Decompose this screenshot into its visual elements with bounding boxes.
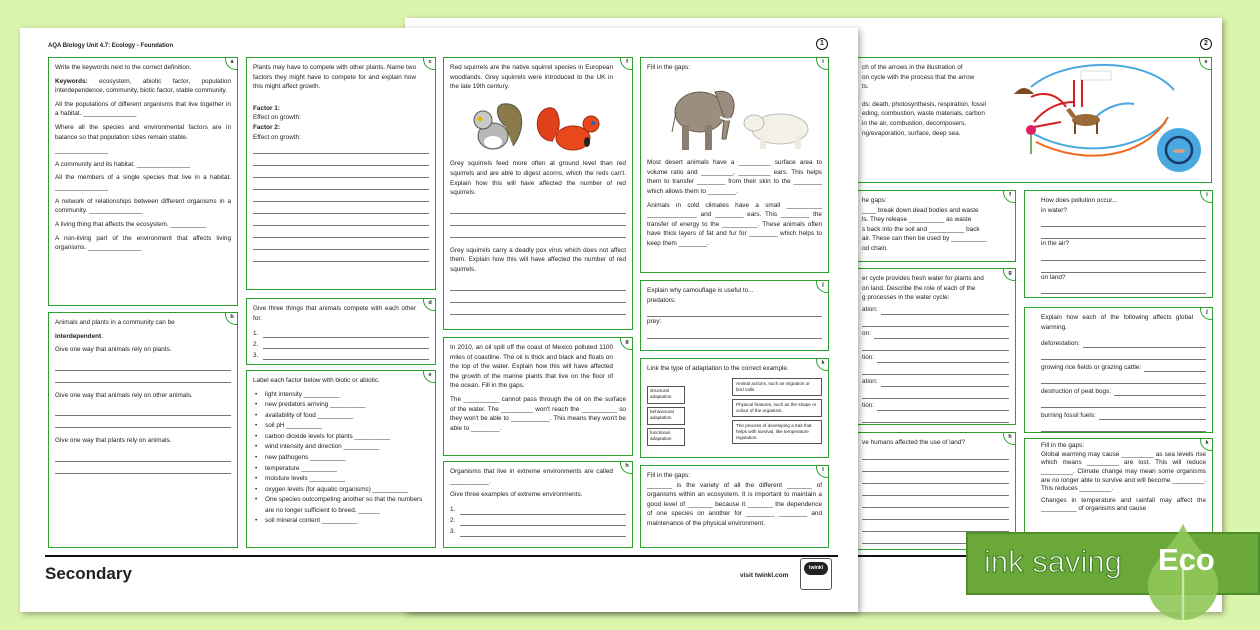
answer-number: 3. <box>450 528 456 536</box>
elephant-icon <box>672 91 734 150</box>
answer-line[interactable] <box>55 416 231 428</box>
question-box-e <box>845 57 1212 183</box>
question-letter-tab: e <box>423 370 436 383</box>
question-text: Red squirrels are the native squirrel species in European woodlands. Grey squirrels were introduced to the UK in the late 19th century. <box>450 64 613 91</box>
eco-label: Eco <box>1158 542 1215 577</box>
answer-line[interactable] <box>460 518 626 526</box>
question-text: In 2010, an oil spill off the coast of Mexico polluted 1100 miles of coastline. The oil is thick and black and floats on the top of the water. Explain how this will have affected the growth of the marine plants that live on the floor of the ocean. Fill in the gaps. <box>450 344 613 390</box>
question-text: _______ is the variety of all the different _______ of organisms within an ecosystem. It is important to maintain a good level of _______ because it _______ the dependence of one species on another for ________ ________ and maintenance of the physical environment. <box>647 481 822 528</box>
field-label: Factor 1: <box>253 104 280 112</box>
answer-line[interactable] <box>874 331 1009 339</box>
answer-label: deforestation: <box>1041 339 1080 347</box>
ink-saving-label: ink saving <box>984 544 1122 579</box>
answer-label: ation: <box>862 306 878 314</box>
answer-line[interactable] <box>55 450 231 462</box>
answer-line[interactable] <box>253 166 429 178</box>
question-letter-tab: g <box>1003 268 1016 281</box>
answer-line[interactable] <box>1041 215 1206 227</box>
question-text: Animals in cold climates have a small __________ ______________ and ________ ears. This ________ the transfer of energy to the __________. These animals often have thick layers of fat and fur for ________ which helps to keep them ________. <box>647 201 822 248</box>
answer-number: 1. <box>253 329 259 337</box>
answer-line[interactable] <box>263 352 429 360</box>
question-text: ch of the arrows in the illustration of <box>862 64 963 71</box>
question-text: Most desert animals have a _________ surface area to volume ratio and _________, _________ ears. This helps them to transfer ________ from their skin to the ________ which allows them to ________. <box>647 159 822 196</box>
adaptation-example-card[interactable]: Animal actions, such as migration or bird calls. <box>732 378 822 396</box>
answer-line[interactable] <box>460 529 626 537</box>
carbon-cycle-diagram <box>1014 65 1201 172</box>
question-box-d <box>246 298 436 365</box>
logo-text: twinkl <box>804 562 828 575</box>
question-box-c <box>246 57 436 290</box>
question-text: Give three things that animals compete with each other for. <box>253 305 416 322</box>
question-letter-tab: h <box>620 461 633 474</box>
labelled-answer[interactable] <box>1041 360 1206 372</box>
worksheet-page-1 <box>20 28 858 612</box>
answer-line[interactable] <box>1099 412 1206 420</box>
spacer <box>253 96 429 104</box>
factor-item[interactable]: • new predators arriving __________ <box>253 400 429 411</box>
question-letter-tab: d <box>423 298 436 311</box>
answer-line[interactable] <box>862 472 1009 484</box>
question-box-f <box>845 190 1016 262</box>
answer-number: 1. <box>450 506 456 514</box>
question-letter-tab: c <box>423 57 436 70</box>
question-box-l <box>640 465 829 548</box>
twinkl-logo <box>800 558 832 590</box>
question-text: Where all the species and environmental factors are in balance so that population sizes remain stable. <box>55 124 231 141</box>
answer-line[interactable] <box>862 460 1009 472</box>
question-letter-tab: h <box>1003 432 1016 445</box>
question-text: od chain. <box>862 245 888 253</box>
answer-line[interactable] <box>1083 340 1206 348</box>
numbered-answer-row[interactable] <box>253 349 429 360</box>
answer-line[interactable] <box>253 178 429 190</box>
labelled-answer[interactable] <box>1041 336 1206 348</box>
question-letter-tab: j <box>816 280 829 293</box>
question-text: prey: <box>647 318 662 326</box>
answer-line[interactable] <box>1041 348 1206 360</box>
question-text: All the members of a single species that live in a habitat. _______________ <box>55 174 231 192</box>
question-letter-tab: i <box>1200 190 1213 203</box>
answer-label: tion: <box>862 354 875 362</box>
question-text: Write the keywords next to the correct definition. <box>55 64 192 71</box>
question-text: Explain why camouflage is useful to... <box>647 287 754 294</box>
dead-matter-icon <box>1014 88 1034 94</box>
question-text: Give three examples of extreme environments. <box>450 491 583 499</box>
question-letter-tab: g <box>620 337 633 350</box>
question-text: in the air? <box>1041 240 1070 248</box>
question-text: A non-living part of the environment that affects living organisms. _______________ <box>55 234 231 252</box>
labelled-answer[interactable] <box>862 351 1009 363</box>
labelled-answer[interactable] <box>862 375 1009 387</box>
question-letter-tab: k <box>816 358 829 371</box>
answer-line[interactable] <box>1114 388 1206 396</box>
question-text: on cycle with the process that the arrow <box>862 73 975 81</box>
question-text: s back into the soil and __________ back <box>862 225 980 233</box>
question-text: air. These can then be used by __________ <box>862 235 987 243</box>
answer-line[interactable] <box>862 520 1009 532</box>
question-letter-tab: f <box>620 57 633 70</box>
question-box-i <box>1024 190 1213 298</box>
adaptation-type-card[interactable]: behavioural adaptation <box>647 407 685 425</box>
question-text: All the populations of different organisms that live together in a habitat. _______________ <box>55 100 231 118</box>
question-text-rest: ecosystem, abiotic factor, population interdependence, community, biotic factor, stable community. <box>55 77 231 95</box>
question-text: Grey squirrels feed more often at ground level than red squirrels and are able to digest acorns, which the reds can't. Explain how this will have affected the number of red squirrels. <box>450 160 626 197</box>
answer-line[interactable] <box>450 303 626 315</box>
bold-term: Keywords: <box>55 77 88 85</box>
question-text: Give one way that animals rely on plants. <box>55 346 172 354</box>
question-text: Effect on growth: <box>253 133 301 141</box>
question-text: Give one way that plants rely on animals. <box>55 437 172 445</box>
answer-label: on: <box>862 330 871 338</box>
question-text: ts. <box>862 83 869 91</box>
answer-line[interactable] <box>263 330 429 338</box>
answer-line[interactable] <box>1041 294 1206 298</box>
numbered-answers <box>253 327 429 360</box>
answer-line[interactable] <box>1041 420 1206 432</box>
question-text: ____ break down dead bodies and waste <box>862 206 979 214</box>
labelled-answer[interactable] <box>1041 408 1206 420</box>
numbered-answer-row[interactable] <box>450 504 626 515</box>
factor-item[interactable]: • light intensity __________ <box>253 390 429 401</box>
spacer <box>450 238 626 246</box>
question-letter-tab: j <box>1200 307 1213 320</box>
adaptation-example-card[interactable]: The process of developing a trait that helps with survival, like temperature regulation. <box>732 420 822 444</box>
factor-item[interactable]: • availability of food __________ <box>253 411 429 422</box>
page-number: 1 <box>816 38 828 50</box>
answer-line[interactable] <box>55 404 231 416</box>
answer-line[interactable] <box>253 226 429 238</box>
question-text: A network of relationships between different organisms in a community. _______________ <box>55 197 231 215</box>
question-text <box>55 77 231 96</box>
answer-line[interactable] <box>862 387 1009 399</box>
question-text: Give one way that animals rely on other animals. <box>55 391 193 399</box>
question-box-h <box>443 461 633 548</box>
question-box-e <box>246 370 436 548</box>
question-box-j <box>640 280 829 351</box>
answer-line[interactable] <box>450 226 626 238</box>
bold-term: interdependent <box>55 332 102 340</box>
numbered-answer-row[interactable] <box>253 338 429 349</box>
numbered-answer-row[interactable] <box>450 526 626 537</box>
factor-item[interactable]: • oxygen levels (for aquatic organisms) __________ <box>253 485 429 496</box>
factor-item[interactable]: • soil mineral content __________ <box>253 516 429 527</box>
answer-line[interactable] <box>55 371 231 383</box>
worksheet-title: AQA Biology Unit 4.7: Ecology - Foundation <box>48 43 174 49</box>
polar-bear-icon <box>744 114 808 149</box>
answer-line[interactable] <box>877 403 1009 411</box>
question-text: A living thing that affects the ecosystem. __________ <box>55 220 206 228</box>
question-text: er cycle provides fresh water for plants and <box>862 275 984 282</box>
spacer <box>55 428 231 436</box>
answer-line[interactable] <box>1041 372 1206 384</box>
question-text: Effect on growth: <box>253 114 301 122</box>
answer-number: 2. <box>253 340 259 348</box>
red-squirrel-icon <box>537 108 599 150</box>
answer-line[interactable] <box>460 507 626 515</box>
question-text: Fill in the gaps: <box>647 64 690 71</box>
field-label: Factor 2: <box>253 124 280 132</box>
question-text: Fill in the gaps: <box>1041 442 1084 449</box>
answer-line[interactable] <box>862 496 1009 508</box>
question-box-f <box>443 57 633 330</box>
question-text: How does pollution occur... <box>1041 197 1118 204</box>
answer-line[interactable] <box>55 359 231 371</box>
ocean-icon <box>1157 128 1201 172</box>
question-text: The __________ cannot pass through the oil on the surface of the water. The _________ won't reach the __________ so they won't be able to ___________. This means they won't be able to ________. <box>450 396 626 432</box>
answer-line[interactable] <box>862 339 1009 351</box>
answer-label: ation: <box>862 378 878 386</box>
answer-line[interactable] <box>263 341 429 349</box>
page-number: 2 <box>1200 38 1212 50</box>
numbered-answer-row[interactable] <box>253 327 429 338</box>
matching-exercise <box>647 378 822 446</box>
answer-line[interactable] <box>862 363 1009 375</box>
answer-line[interactable] <box>862 484 1009 496</box>
secondary-label: Secondary <box>45 564 132 583</box>
adaptation-examples <box>732 378 822 446</box>
factor-item[interactable]: • soil pH __________ <box>253 421 429 432</box>
question-text: Plants may have to compete with other plants. Name two factors they might have to compete for and explain how this might affect growth. <box>253 64 416 91</box>
question-text: A community and its habitat. _______________ <box>55 160 191 168</box>
question-text: predators: <box>647 296 676 304</box>
divider <box>45 555 838 557</box>
question-letter-tab: e <box>1199 57 1212 70</box>
website-link[interactable]: visit twinkl.com <box>740 572 789 579</box>
question-text: g processes in the water cycle: <box>862 294 950 302</box>
question-text: Global warming may cause _________ as sea levels rise which means _________ are lost. This will reduce _________. Climate change may mean some organisms are no longer able to survive and will become _________. This reduces _________. <box>1041 450 1206 493</box>
answer-line[interactable] <box>862 448 1009 460</box>
question-box-j <box>1024 307 1213 433</box>
answer-line[interactable] <box>253 202 429 214</box>
question-box-g <box>845 268 1016 425</box>
answer-line[interactable] <box>450 214 626 226</box>
factor-item[interactable]: • temperature __________ <box>253 464 429 475</box>
numbered-answer-row[interactable] <box>450 515 626 526</box>
question-text: ng/evaporation, surface, deep sea. <box>862 129 961 137</box>
answer-label: destruction of peat bogs: <box>1041 387 1111 395</box>
factor-item[interactable]: • carbon dioxide levels for plants __________ <box>253 432 429 443</box>
answer-line[interactable] <box>253 142 429 154</box>
factor-list <box>253 390 429 527</box>
answer-line[interactable] <box>253 190 429 202</box>
elephant-and-polar-bear-illustration <box>647 77 822 159</box>
spacer <box>55 383 231 391</box>
squirrels-illustration <box>450 96 626 160</box>
answer-label: growing rice fields or grazing cattle: <box>1041 363 1142 371</box>
answer-line[interactable] <box>862 411 1009 423</box>
answer-line[interactable] <box>450 279 626 291</box>
labelled-answer[interactable] <box>862 327 1009 339</box>
answer-line[interactable] <box>253 214 429 226</box>
factor-item[interactable]: • One species outcompeting another so that the numbers are no longer sufficient to breed. ______ <box>253 495 429 516</box>
answer-line[interactable] <box>55 462 231 474</box>
answer-line[interactable] <box>862 315 1009 327</box>
answer-line[interactable] <box>1041 227 1206 239</box>
grey-squirrel-icon <box>474 104 522 149</box>
question-text: Grey squirrels carry a deadly pox virus which does not affect them. Explain how this will have affected the number of red squirrels. <box>450 246 626 274</box>
answer-line[interactable] <box>881 379 1009 387</box>
question-letter-tab: f <box>1003 190 1016 203</box>
answer-line[interactable] <box>253 250 429 262</box>
question-letter-tab: l <box>816 465 829 478</box>
adaptation-type-card[interactable]: functional adaptation <box>647 428 685 446</box>
question-box-a <box>48 57 238 306</box>
answer-number: 3. <box>253 351 259 359</box>
factor-item[interactable]: • moisture levels __________ <box>253 474 429 485</box>
question-text: Fill in the gaps: <box>647 472 690 479</box>
question-text: on land. Describe the role of each of the <box>862 284 976 292</box>
answer-line[interactable] <box>1041 249 1206 261</box>
factor-item[interactable]: • new pathogens __________ <box>253 453 429 464</box>
answer-label: tion: <box>862 402 875 410</box>
answer-line[interactable] <box>881 307 1009 315</box>
horse-icon <box>1066 108 1100 134</box>
question-text: Changes in temperature and rainfall may affect the __________ of organisms and cause <box>1041 496 1206 513</box>
question-text: _______________ <box>55 147 109 155</box>
question-text-rest: . <box>101 332 103 340</box>
answer-line[interactable] <box>450 291 626 303</box>
question-text: in water? <box>1041 206 1067 214</box>
answer-line[interactable] <box>1041 396 1206 408</box>
question-text: on land? <box>1041 273 1066 281</box>
question-text: Link the type of adaptation to the correct example. <box>647 365 789 372</box>
answer-line[interactable] <box>1144 364 1206 372</box>
flower-icon <box>1026 125 1036 154</box>
question-text: eding, combustion, waste materials, carbon <box>862 110 985 118</box>
question-letter-tab: a <box>225 57 238 70</box>
answer-line[interactable] <box>253 238 429 250</box>
question-text: Animals and plants in a community can be <box>55 319 175 326</box>
answer-line[interactable] <box>253 154 429 166</box>
question-text: in the air, combustion, decomposers, <box>862 120 967 128</box>
question-box-b <box>48 312 238 548</box>
adaptation-type-card[interactable]: structural adaptation <box>647 386 685 404</box>
labelled-answer[interactable] <box>1041 384 1206 396</box>
answer-line[interactable] <box>450 202 626 214</box>
question-text: Explain how each of the following affects global warming. <box>1041 314 1193 331</box>
question-text: ds: death, photosynthesis, respiration, fossil <box>862 100 986 108</box>
question-text: ve humans affected the use of land? <box>862 439 965 446</box>
question-box-g <box>443 337 633 456</box>
question-text: he gaps: <box>862 197 887 204</box>
numbered-answers <box>450 504 626 537</box>
labelled-answer[interactable] <box>862 399 1009 411</box>
answer-line[interactable] <box>877 355 1009 363</box>
question-text: ls. They release __________ as waste <box>862 216 972 224</box>
question-box-i <box>640 57 829 273</box>
adaptation-types <box>647 386 685 446</box>
question-letter-tab: k <box>1200 438 1213 451</box>
question-text <box>55 332 231 342</box>
adaptation-example-card[interactable]: Physical features, such as the shape or colour of the organism. <box>732 399 822 417</box>
question-text: Label each factor below with biotic or abiotic. <box>253 377 380 384</box>
answer-line[interactable] <box>1041 261 1206 273</box>
question-box-k <box>640 358 829 458</box>
answer-line[interactable] <box>862 508 1009 520</box>
answer-label: burning fossil fuels: <box>1041 411 1096 419</box>
question-letter-tab: i <box>816 57 829 70</box>
labelled-answer[interactable] <box>862 303 1009 315</box>
answer-line[interactable] <box>647 327 822 339</box>
answer-number: 2. <box>450 517 456 525</box>
question-letter-tab: b <box>225 312 238 325</box>
factor-item[interactable]: • wind intensity and direction __________ <box>253 442 429 453</box>
answer-line[interactable] <box>647 305 822 317</box>
answer-line[interactable] <box>1041 282 1206 294</box>
question-text: Organisms that live in extreme environments are called ___________. <box>450 468 613 485</box>
